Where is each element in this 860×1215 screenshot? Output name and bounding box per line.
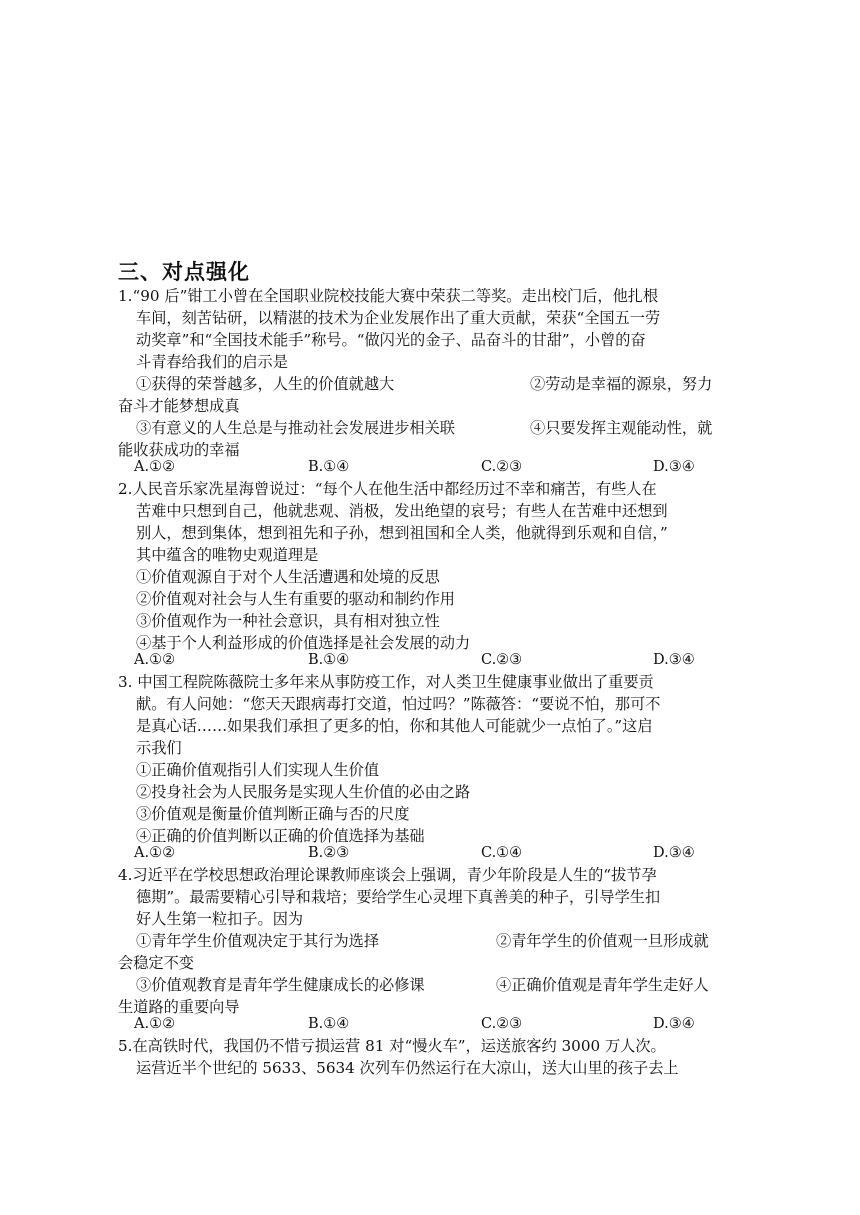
q4-item-1: ①青年学生价值观决定于其行为选择	[136, 932, 379, 950]
q3-option-d: D.③④	[653, 845, 695, 861]
q2-option-a: A.①②	[134, 652, 176, 668]
q2-item-1: ①价值观源自于对个人生活遭遇和处境的反思	[136, 568, 440, 586]
q2-item-3: ③价值观作为一种社会意识，具有相对独立性	[136, 612, 440, 630]
q4-item-2-cont: 会稳定不变	[118, 954, 194, 972]
q4-option-a: A.①②	[134, 1016, 176, 1032]
q1-stem-line: 车间，刻苦钻研，以精湛的技术为企业发展作出了重大贡献，荣获“全国五一劳	[136, 309, 661, 327]
q4-stem-line: 德期”。最需要精心引导和栽培；要给学生心灵埋下真善美的种子，引导学生扣	[136, 888, 661, 906]
q3-stem-line: 3. 中国工程院陈薇院士多年来从事防疫工作，对人类卫生健康事业做出了重要贡	[118, 673, 654, 691]
q1-item-4: ④只要发挥主观能动性，就	[530, 419, 713, 437]
q2-option-c: C.②③	[481, 652, 523, 668]
q5-stem-line: 5.在高铁时代，我国仍不惜亏损运营 81 对“慢火车”，运送旅客约 3000 万人次。	[118, 1037, 666, 1055]
q5-stem-line: 运营近半个世纪的 5633、5634 次列车仍然运行在大凉山，送大山里的孩子去上	[136, 1059, 679, 1077]
q1-item-1: ①获得的荣誉越多，人生的价值就越大	[136, 375, 395, 393]
q3-option-c: C.①④	[481, 845, 523, 861]
q1-option-b: B.①④	[308, 459, 350, 475]
q1-option-d: D.③④	[653, 459, 695, 475]
q4-option-d: D.③④	[653, 1016, 695, 1032]
q1-item-4-cont: 能收获成功的幸福	[118, 441, 240, 459]
q4-option-c: C.②③	[481, 1016, 523, 1032]
q3-item-3: ③价值观是衡量价值判断正确与否的尺度	[136, 805, 410, 823]
q3-option-a: A.①②	[134, 845, 176, 861]
q3-stem-line: 示我们	[136, 739, 182, 757]
q4-item-2: ②青年学生的价值观一旦形成就	[496, 932, 709, 950]
q2-option-d: D.③④	[653, 652, 695, 668]
q2-stem-line: 2.人民音乐家冼星海曾说过：“每个人在他生活中都经历过不幸和痛苦，有些人在	[118, 480, 657, 498]
q3-item-4: ④正确的价值判断以正确的价值选择为基础	[136, 827, 425, 845]
q3-item-2: ②投身社会为人民服务是实现人生价值的必由之路	[136, 783, 471, 801]
q3-item-1: ①正确价值观指引人们实现人生价值	[136, 761, 379, 779]
q3-stem-line: 献。有人问她：“您天天跟病毒打交道，怕过吗？”陈薇答：“要说不怕，那可不	[136, 695, 661, 713]
q4-stem-line: 好人生第一粒扣子。因为	[136, 910, 304, 928]
q1-item-2-cont: 奋斗才能梦想成真	[118, 397, 240, 415]
section-title: 三、对点强化	[118, 260, 250, 284]
q2-item-2: ②价值观对社会与人生有重要的驱动和制约作用	[136, 590, 455, 608]
q1-option-a: A.①②	[134, 459, 176, 475]
q2-option-b: B.①④	[308, 652, 350, 668]
q2-stem-line: 别人，想到集体，想到祖先和子孙，想到祖国和全人类，他就得到乐观和自信，”	[136, 524, 668, 542]
q3-option-b: B.②③	[308, 845, 350, 861]
q1-item-3: ③有意义的人生总是与推动社会发展进步相关联	[136, 419, 455, 437]
q1-stem-line: 动奖章”和“全国技术能手”称号。“做闪光的金子、品奋斗的甘甜”，小曾的奋	[136, 331, 646, 349]
q1-item-2: ②劳动是幸福的源泉，努力	[530, 375, 713, 393]
q4-option-b: B.①④	[308, 1016, 350, 1032]
q2-item-4: ④基于个人利益形成的价值选择是社会发展的动力	[136, 634, 471, 652]
q4-item-3: ③价值观教育是青年学生健康成长的必修课	[136, 976, 425, 994]
q1-option-c: C.②③	[481, 459, 523, 475]
q4-stem-line: 4.习近平在学校思想政治理论课教师座谈会上强调，青少年阶段是人生的“拔节孕	[118, 866, 657, 884]
q4-item-4-cont: 生道路的重要向导	[118, 998, 240, 1016]
q3-stem-line: 是真心话……如果我们承担了更多的怕，你和其他人可能就少一点怕了。”这启	[136, 717, 653, 735]
q2-stem-line: 苦难中只想到自己，他就悲观、消极，发出绝望的哀号；有些人在苦难中还想到	[136, 502, 668, 520]
q2-stem-line: 其中蕴含的唯物史观道理是	[136, 546, 319, 564]
q4-item-4: ④正确价值观是青年学生走好人	[496, 976, 709, 994]
q1-stem-line: 斗青春给我们的启示是	[136, 353, 288, 371]
q1-stem-line: 1.“90 后”钳工小曾在全国职业院校技能大赛中荣获二等奖。走出校门后，他扎根	[118, 287, 659, 305]
